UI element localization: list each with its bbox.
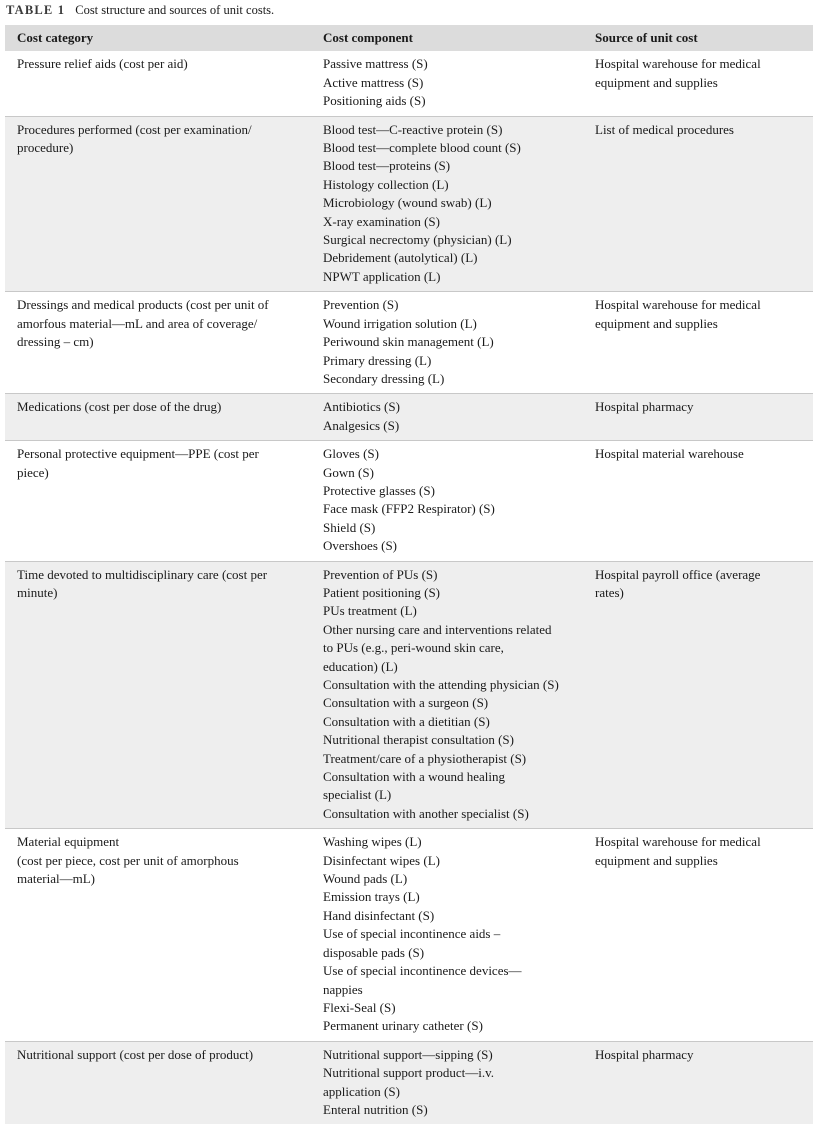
cell-text-line: equipment and supplies <box>595 852 718 868</box>
table-row <box>5 1041 813 1124</box>
cell-text-line: Microbiology (wound swab) (L) <box>323 195 492 211</box>
cost-structure-table <box>5 25 813 1124</box>
cost-category-cell <box>5 394 311 441</box>
cost-component-cell <box>311 51 583 116</box>
table-body <box>5 51 813 1124</box>
cost-category-cell <box>5 561 311 829</box>
cost-category-cell <box>5 292 311 394</box>
cell-text-line: Blood test—complete blood count (S) <box>323 140 521 156</box>
cell-text-line: (cost per piece, cost per unit of amorphous <box>17 852 239 868</box>
cost-component-cell <box>311 561 583 829</box>
cell-text-line: Hand disinfectant (S) <box>323 907 435 923</box>
table-title: Cost structure and sources of unit costs. <box>75 3 275 17</box>
cost-category-cell <box>5 116 311 292</box>
cell-text-line: Material equipment <box>17 834 120 850</box>
cost-component-cell <box>311 829 583 1041</box>
cell-text-line: Gown (S) <box>323 464 374 480</box>
source-of-unit-cost-cell <box>583 292 813 394</box>
table-row <box>5 561 813 829</box>
cell-text-line: Permanent urinary catheter (S) <box>323 1018 483 1034</box>
table-row <box>5 51 813 116</box>
cell-text-line: Consultation with a wound healing <box>323 769 505 785</box>
table-label: TABLE 1 <box>6 3 66 17</box>
source-of-unit-cost-cell <box>583 394 813 441</box>
table-row <box>5 292 813 394</box>
cell-text-line: Blood test—C-reactive protein (S) <box>323 121 503 137</box>
cell-text-line: Hospital warehouse for medical <box>595 297 761 313</box>
cell-text-line: NPWT application (L) <box>323 268 441 284</box>
source-of-unit-cost-cell <box>583 116 813 292</box>
cell-text-line: Nutritional therapist consultation (S) <box>323 732 514 748</box>
cell-text-line: Nutritional support product—i.v. <box>323 1065 495 1081</box>
cell-text-line: List of medical procedures <box>595 121 734 137</box>
cell-text-line: Consultation with a dietitian (S) <box>323 713 490 729</box>
cell-text-line: Primary dressing (L) <box>323 352 432 368</box>
cost-component-cell <box>311 292 583 394</box>
cell-text-line: dressing – cm) <box>17 334 94 350</box>
cell-text-line: Passive mattress (S) <box>323 56 428 72</box>
table-caption <box>6 2 274 18</box>
cell-text-line: Disinfectant wipes (L) <box>323 852 440 868</box>
source-of-unit-cost-cell <box>583 561 813 829</box>
cell-text-line: equipment and supplies <box>595 74 718 90</box>
cell-text-line: material—mL) <box>17 871 95 887</box>
cell-text-line: Procedures performed (cost per examination/ <box>17 121 252 137</box>
cell-text-line: Treatment/care of a physiotherapist (S) <box>323 750 527 766</box>
cell-text-line: Antibiotics (S) <box>323 399 400 415</box>
source-of-unit-cost-cell <box>583 51 813 116</box>
cost-component-cell <box>311 1041 583 1124</box>
cell-text-line: Hospital payroll office (average <box>595 566 761 582</box>
cell-text-line: Dressings and medical products (cost per unit of <box>17 297 269 313</box>
cell-text-line: piece) <box>17 464 49 480</box>
header-cost-category: Cost category <box>5 25 311 51</box>
cost-category-cell <box>5 829 311 1041</box>
cell-text-line: Debridement (autolytical) (L) <box>323 250 478 266</box>
cell-text-line: Face mask (FFP2 Respirator) (S) <box>323 501 495 517</box>
cost-category-cell <box>5 441 311 561</box>
header-cost-component: Cost component <box>311 25 583 51</box>
cell-text-line: Use of special incontinence aids – <box>323 926 501 942</box>
cell-text-line: minute) <box>17 584 58 600</box>
cell-text-line: Hospital warehouse for medical <box>595 834 761 850</box>
cell-text-line: Consultation with another specialist (S) <box>323 805 529 821</box>
cell-text-line: Positioning aids (S) <box>323 93 426 109</box>
cell-text-line: Pressure relief aids (cost per aid) <box>17 56 188 72</box>
cell-text-line: to PUs (e.g., peri-wound skin care, <box>323 640 504 656</box>
cost-component-cell <box>311 394 583 441</box>
cell-text-line: Hospital warehouse for medical <box>595 56 761 72</box>
cell-text-line: Nutritional support (cost per dose of product) <box>17 1046 254 1062</box>
cell-text-line: Nutritional support—sipping (S) <box>323 1046 493 1062</box>
cell-text-line: Protective glasses (S) <box>323 482 435 498</box>
cell-text-line: Prevention (S) <box>323 297 399 313</box>
cell-text-line: Surgical necrectomy (physician) (L) <box>323 232 512 248</box>
table-row <box>5 829 813 1041</box>
cell-text-line: Active mattress (S) <box>323 74 424 90</box>
cell-text-line: Hospital pharmacy <box>595 399 694 415</box>
cell-text-line: education) (L) <box>323 658 398 674</box>
cell-text-line: Medications (cost per dose of the drug) <box>17 399 222 415</box>
cell-text-line: Washing wipes (L) <box>323 834 422 850</box>
cell-text-line: Wound irrigation solution (L) <box>323 315 477 331</box>
cell-text-line: Periwound skin management (L) <box>323 334 494 350</box>
cell-text-line: amorfous material—mL and area of coverage/ <box>17 315 258 331</box>
source-of-unit-cost-cell <box>583 829 813 1041</box>
cell-text-line: Time devoted to multidisciplinary care (cost per <box>17 566 268 582</box>
cost-component-cell <box>311 116 583 292</box>
cost-component-cell <box>311 441 583 561</box>
cell-text-line: Shield (S) <box>323 519 376 535</box>
header-source-of-unit-cost: Source of unit cost <box>583 25 813 51</box>
header-row <box>5 25 813 51</box>
cell-text-line: Enteral nutrition (S) <box>323 1101 428 1117</box>
cell-text-line: Hospital material warehouse <box>595 446 744 462</box>
cell-text-line: equipment and supplies <box>595 315 718 331</box>
cell-text-line: X-ray examination (S) <box>323 213 440 229</box>
cell-text-line: Patient positioning (S) <box>323 584 440 600</box>
cell-text-line: Blood test—proteins (S) <box>323 158 451 174</box>
cell-text-line: PUs treatment (L) <box>323 603 417 619</box>
table-row <box>5 116 813 292</box>
cell-text-line: Consultation with a surgeon (S) <box>323 695 489 711</box>
cell-text-line: Personal protective equipment—PPE (cost per <box>17 446 259 462</box>
cell-text-line: disposable pads (S) <box>323 944 425 960</box>
table-row <box>5 441 813 561</box>
cell-text-line: rates) <box>595 584 624 600</box>
cell-text-line: Gloves (S) <box>323 446 379 462</box>
cell-text-line: Hospital pharmacy <box>595 1046 694 1062</box>
cell-text-line: Analgesics (S) <box>323 417 400 433</box>
cell-text-line: procedure) <box>17 140 74 156</box>
cell-text-line: Histology collection (L) <box>323 176 449 192</box>
table-header <box>5 25 813 51</box>
cell-text-line: Use of special incontinence devices— <box>323 963 522 979</box>
table-row <box>5 394 813 441</box>
cell-text-line: Prevention of PUs (S) <box>323 566 438 582</box>
cost-category-cell <box>5 51 311 116</box>
cell-text-line: Consultation with the attending physician (S) <box>323 677 559 692</box>
source-of-unit-cost-cell <box>583 441 813 561</box>
cell-text-line: nappies <box>323 981 363 997</box>
cell-text-line: Wound pads (L) <box>323 871 408 887</box>
source-of-unit-cost-cell <box>583 1041 813 1124</box>
cell-text-line: Emission trays (L) <box>323 889 420 905</box>
cell-text-line: Secondary dressing (L) <box>323 370 445 386</box>
cost-category-cell <box>5 1041 311 1124</box>
cell-text-line: specialist (L) <box>323 787 392 803</box>
cell-text-line: Overshoes (S) <box>323 538 398 554</box>
cell-text-line: Flexi-Seal (S) <box>323 999 396 1015</box>
cell-text-line: Other nursing care and interventions related <box>323 621 552 637</box>
cell-text-line: application (S) <box>323 1083 400 1099</box>
